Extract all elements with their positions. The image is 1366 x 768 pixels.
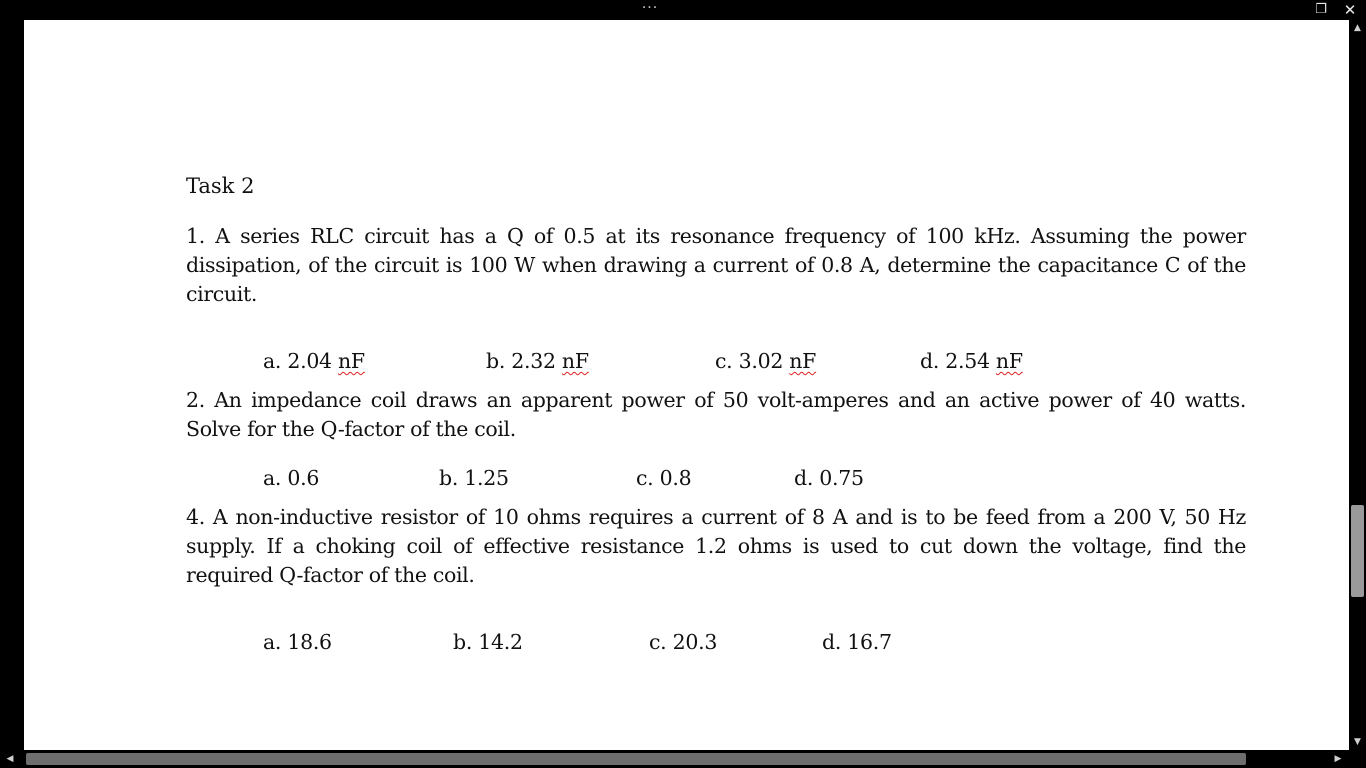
vertical-scroll-thumb[interactable] xyxy=(1351,505,1364,597)
vertical-scrollbar[interactable] xyxy=(1349,20,1366,750)
question-1-text: 1. A series RLC circuit has a Q of 0.5 at its resonance frequency of 100 kHz. Assuming the power dissipation, of the circuit is 100 W when drawing a current of 0.8 A, determine the capacitance C of the circuit. xyxy=(186,224,1246,306)
spellcheck-underline: nF xyxy=(338,349,365,373)
scroll-down-icon[interactable]: ▼ xyxy=(1354,737,1361,747)
title-bar xyxy=(0,0,1366,20)
document-page xyxy=(24,20,1349,750)
spellcheck-underline: nF xyxy=(995,349,1023,373)
close-button[interactable]: ✕ xyxy=(1343,1,1357,19)
question-1-choice-b: b. 2.32 nF xyxy=(486,349,589,373)
spellcheck-underline: nF xyxy=(789,349,817,373)
question-4-choice-d: d. 16.7 xyxy=(822,630,892,654)
question-4-choice-a: a. 18.6 xyxy=(263,630,332,654)
horizontal-scrollbar[interactable] xyxy=(0,750,1349,768)
question-1-choice-c: c. 3.02 nF xyxy=(715,349,817,373)
question-4-choice-c: c. 20.3 xyxy=(649,630,718,654)
question-4-text: 4. A non-inductive resistor of 10 ohms requires a current of 8 A and is to be feed from a 200 V, 50 Hz supply. If a choking coil of effective resistance 1.2 ohms is used to cut down the voltage, find the required Q-factor of the coil. xyxy=(186,505,1246,587)
question-4-choice-b: b. 14.2 xyxy=(453,630,523,654)
question-2-choice-a: a. 0.6 xyxy=(263,466,320,490)
question-1-choice-a: a. 2.04 nF xyxy=(263,349,365,373)
question-2-choice-d: d. 0.75 xyxy=(794,466,864,490)
question-2-choice-c: c. 0.8 xyxy=(636,466,692,490)
scroll-up-icon[interactable]: ▲ xyxy=(1354,23,1361,33)
more-options-icon[interactable]: ··· xyxy=(641,0,659,16)
scroll-right-icon[interactable]: ▶ xyxy=(1334,754,1342,764)
scrollbar-corner xyxy=(1349,750,1366,768)
horizontal-scroll-thumb[interactable] xyxy=(26,753,1246,765)
scroll-left-icon[interactable]: ◀ xyxy=(6,754,14,764)
restore-button[interactable]: ❐ xyxy=(1315,2,1327,17)
question-1-choice-d: d. 2.54 nF xyxy=(920,349,1023,373)
task-title: Task 2 xyxy=(186,174,255,198)
spellcheck-underline: nF xyxy=(561,349,589,373)
question-2-choice-b: b. 1.25 xyxy=(439,466,509,490)
question-2-text: 2. An impedance coil draws an apparent power of 50 volt-amperes and an active power of 40 watts. Solve for the Q-factor of the coil. xyxy=(186,388,1246,441)
